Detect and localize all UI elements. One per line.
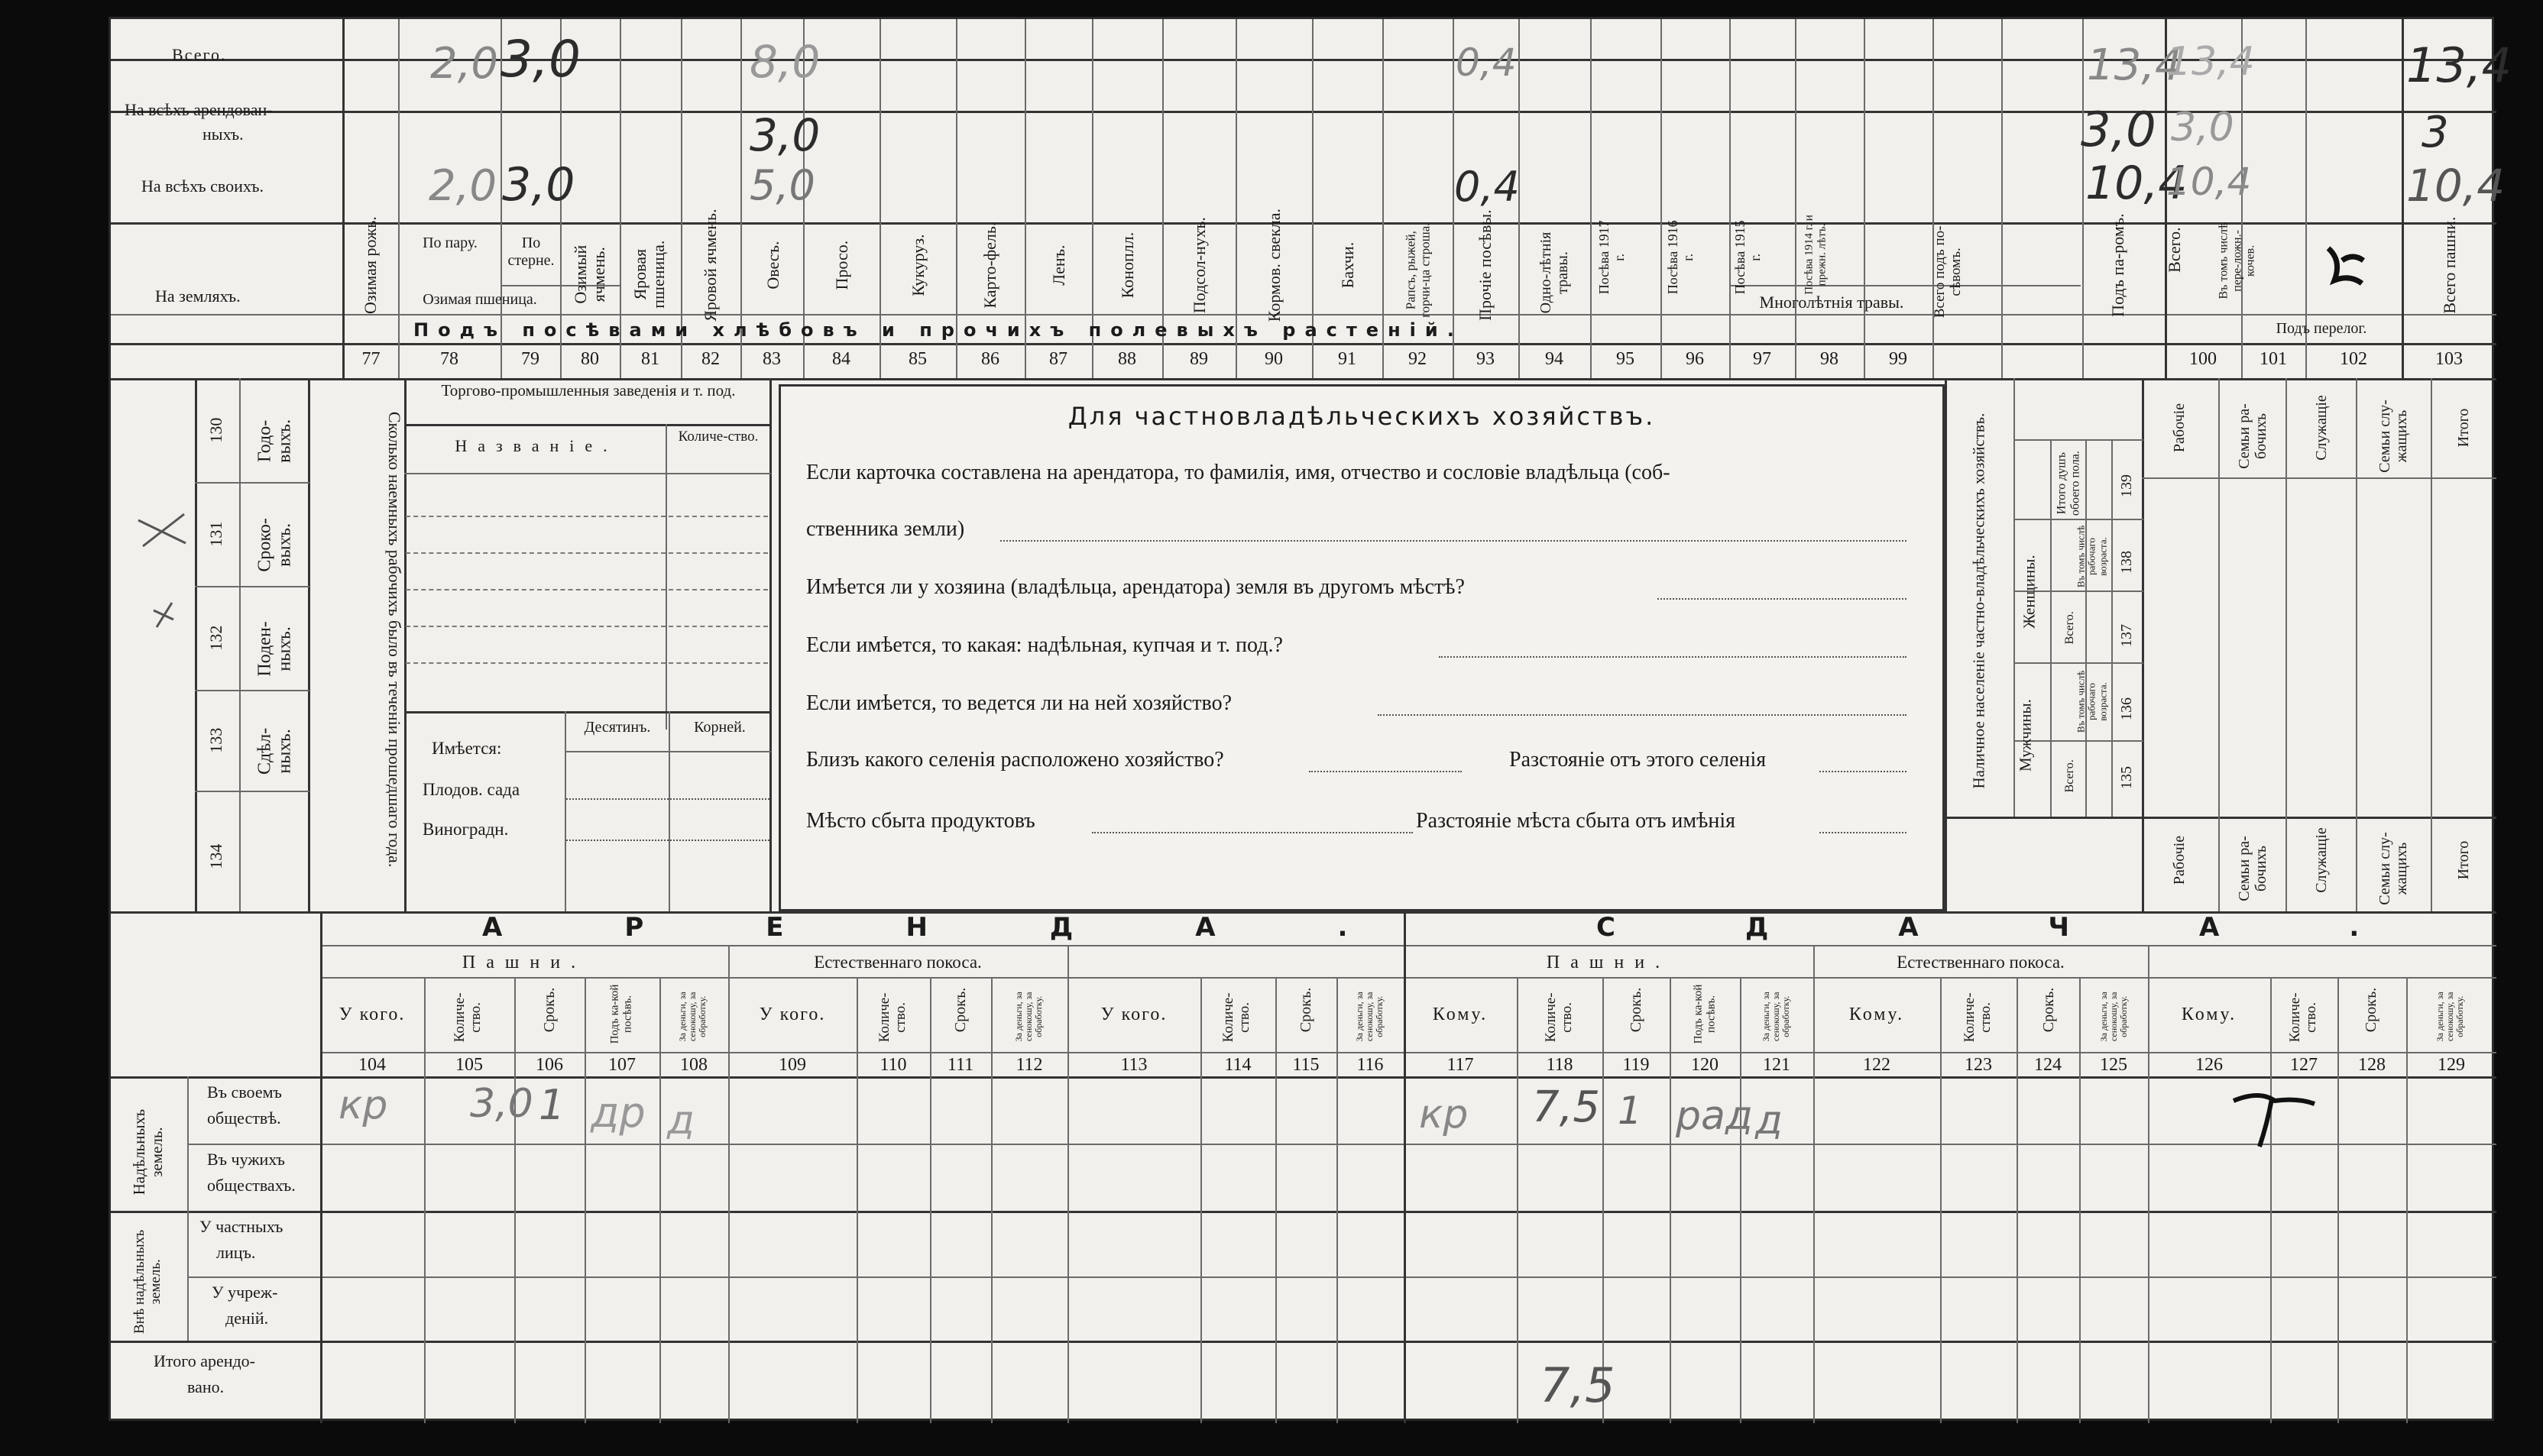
h-komu-2: Кому.: [1848, 1005, 1905, 1024]
box-q5: Близъ какого селенія расположено хозяйство?: [806, 748, 1224, 772]
h-zadengi-3: За деньги, за сенокошу, за обработку.: [1354, 992, 1385, 1042]
desyatin-col: Десятинъ.: [584, 719, 651, 736]
vne-nadel-label: Внѣ надѣльныхъ земель.: [131, 1229, 164, 1334]
pop-num-138: 138: [2118, 551, 2135, 574]
col-num-103: 103: [2435, 349, 2463, 369]
hw-arend-100: 3,0: [2171, 105, 2234, 150]
pop-num-135: 135: [2118, 766, 2135, 789]
col-label-85: Кукуруз.: [908, 234, 928, 296]
col-label-98: Посѣва 1914 г. и прежн. лѣтъ.: [1803, 215, 1828, 295]
rc-semi-sl-top: Семьи слу-жащихъ: [2376, 400, 2410, 473]
trade-name-col: Названіе.: [455, 436, 618, 455]
col-num-92: 92: [1408, 349, 1427, 369]
workers-label-sdelnyh: Сдѣл-ныхъ.: [254, 727, 295, 775]
hw-svoih-78: 2,0: [429, 161, 497, 211]
col-num-83: 83: [763, 349, 781, 369]
vinograd-label: Виноградн.: [423, 820, 509, 839]
paper-tear-mark: [2229, 1086, 2321, 1154]
b-num-111: 111: [947, 1055, 974, 1075]
col-label-87: Ленъ.: [1048, 244, 1068, 286]
h-u-kogo-3: У кого.: [1100, 1005, 1168, 1024]
col-num-87: 87: [1049, 349, 1067, 369]
h-podposev-1: Подъ ка-кой посѣвъ.: [608, 984, 633, 1044]
hw-b-75: 7,5: [1532, 1082, 1601, 1132]
col-num-101: 101: [2260, 349, 2287, 369]
col-num-96: 96: [1686, 349, 1704, 369]
b-num-121: 121: [1763, 1055, 1790, 1075]
rc-itogo-bot: Итого: [2455, 840, 2472, 880]
b-num-124: 124: [2034, 1055, 2062, 1075]
row-label-arend-1: На всѣхъ арендован-: [125, 100, 273, 119]
col-num-95: 95: [1616, 349, 1634, 369]
b-num-122: 122: [1863, 1055, 1890, 1075]
hw-svoih-99: 10,4: [2085, 157, 2188, 210]
row-u-uchr-1: У учреж-: [212, 1283, 278, 1302]
col-num-100: 100: [2189, 349, 2217, 369]
nalichnoe-label: Наличное населеніе частно-владѣльческихъ хозяйствъ.: [1969, 413, 1988, 789]
hw-arend-82: 3,0: [750, 109, 821, 161]
col-label-93: Прочіе посѣвы.: [1475, 209, 1495, 321]
hw-vsego-103: 13,4: [2406, 37, 2512, 93]
b-num-112: 112: [1016, 1055, 1043, 1075]
rc-semi-rab-top: Семьи ра-бочихъ: [2236, 403, 2269, 469]
col-num-89: 89: [1190, 349, 1208, 369]
hw-svoih-82: 5,0: [750, 161, 815, 209]
row-u-chastnyh-2: лицъ.: [216, 1243, 256, 1262]
h-kol-6: Количе-ство.: [2287, 992, 2319, 1043]
h-srok-1: Срокъ.: [541, 987, 558, 1033]
census-card-sheet: [109, 17, 2512, 1421]
hw-svoih-100: 10,4: [2166, 160, 2252, 204]
col-label-83: Овесъ.: [763, 241, 782, 290]
row-v-chuzhih-1: Въ чужихъ: [207, 1150, 285, 1169]
hw-vsego-91: 0,4: [1456, 40, 1517, 85]
plodov-sada-label: Плодов. сада: [423, 780, 520, 799]
box-q1a: Если карточка составлена на арендатора, то фамилія, имя, отчество и сословіе владѣльца (соб-: [806, 461, 1670, 484]
col-num-91: 91: [1338, 349, 1356, 369]
hw-svoih-103: 10,4: [2406, 160, 2506, 212]
row-label-na-zemlyah: На земляхъ.: [155, 286, 241, 306]
hw-vsego-82: 8,0: [750, 36, 821, 88]
h-komu-3: Кому.: [2181, 1005, 2237, 1024]
hw-b-kr2: кр: [1419, 1092, 1469, 1137]
paper-tear-mark-top: [2319, 238, 2380, 306]
rc-itogo-top: Итого: [2455, 408, 2472, 448]
hw-b-one2: 1: [1618, 1089, 1642, 1133]
col-label-97: Посѣва 1915 г.: [1732, 220, 1763, 295]
b-num-110: 110: [880, 1055, 907, 1075]
row-itogo-1: Итого арендо-: [154, 1351, 256, 1370]
trade-title: Торгово-промышленныя заведенія и т. под.: [441, 381, 736, 400]
hw-b-30: 3,0: [470, 1081, 533, 1127]
h-srok-2: Срокъ.: [952, 987, 969, 1033]
col-num-97: 97: [1753, 349, 1771, 369]
b-num-120: 120: [1691, 1055, 1719, 1075]
h-zadengi-5: За деньги, за сенокошу, за обработку.: [2098, 992, 2130, 1042]
col-num-81: 81: [641, 349, 659, 369]
hw-vsego-78: 2,0: [430, 39, 499, 89]
h-u-kogo-2: У кого.: [759, 1005, 826, 1024]
hw-vsego-100: 13,4: [2166, 39, 2255, 85]
arenda-pokos: Естественнаго покоса.: [814, 953, 982, 972]
box-title: Для частновладѣльческихъ хозяйствъ.: [1067, 402, 1656, 431]
muzhchiny-label: Мужчины.: [2016, 699, 2035, 772]
col-label-95: Посѣва 1917 г.: [1596, 220, 1627, 295]
nadelnyh-label: Надѣльныхъ земель.: [129, 1108, 166, 1196]
arenda-banner: АРЕНДА.: [482, 912, 1470, 943]
mnogoletnie-travy: Многолѣтнія травы.: [1759, 293, 1904, 312]
hw-b-rad: рад: [1676, 1093, 1753, 1139]
zhenshchiny-label: Женщины.: [2020, 555, 2039, 629]
pod-posevami-banner: Подъ посѣвами хлѣбовъ и прочихъ полевыхъ растеній.: [413, 319, 1463, 341]
col-num-82: 82: [701, 349, 720, 369]
col-num-88: 88: [1118, 349, 1136, 369]
b-num-126: 126: [2195, 1055, 2223, 1075]
col-num-85: 85: [909, 349, 927, 369]
h-kol-2: Количе-ство.: [876, 992, 909, 1043]
b-num-108: 108: [680, 1055, 708, 1075]
col-label-94: Одно-лѣтнія травы.: [1537, 231, 1571, 314]
h-komu-1: Кому.: [1432, 1005, 1489, 1024]
h-zadengi-6: За деньги, за сенокошу, за обработку.: [2434, 992, 2466, 1042]
col-label-84: Просо.: [831, 240, 851, 290]
col-label-102: Въ томъ числѣ пере-ложн.-кочев.: [2217, 222, 2257, 299]
box-q4: Если имѣется, то ведется ли на ней хозяйство?: [806, 691, 1232, 715]
b-num-109: 109: [779, 1055, 806, 1075]
h-zadengi-4: За деньги, за сенокошу, за обработку.: [1761, 992, 1792, 1042]
sdacha-pokos: Естественнаго покоса.: [1897, 953, 2065, 972]
b-num-119: 119: [1622, 1055, 1650, 1075]
hw-svoih-91: 0,4: [1454, 163, 1520, 211]
row-itogo-2: вано.: [187, 1377, 225, 1396]
row-u-uchr-2: деній.: [225, 1309, 269, 1328]
h-zadengi-2: За деньги, за сенокошу, за обработку.: [1013, 992, 1045, 1042]
pop-num-137: 137: [2118, 624, 2135, 647]
sdacha-banner: СДАЧА.: [1596, 912, 2490, 943]
rc-semi-rab-bot: Семьи ра-бочихъ: [2236, 836, 2269, 901]
col-num-84: 84: [832, 349, 850, 369]
col-label-100: Подъ па-ромъ.: [2107, 213, 2127, 317]
col-label-81: Яровая пшеница.: [630, 240, 668, 309]
rc-rabochie-bot: Рабочіе: [2171, 835, 2188, 885]
b-num-129: 129: [2438, 1055, 2465, 1075]
h-srok-5: Срокъ.: [2040, 987, 2057, 1033]
trade-qty-col: Количе-ство.: [678, 429, 759, 445]
handwritten-x-marks: [131, 505, 195, 635]
col-label-92: Рапсъ, рыжей, горчи-ца строша.: [1403, 222, 1432, 318]
pop-vsego-f: Всего.: [2063, 611, 2077, 645]
b-num-125: 125: [2100, 1055, 2127, 1075]
workers-label-podennyh: Поден-ныхъ.: [254, 621, 295, 677]
col-num-90: 90: [1265, 349, 1283, 369]
itogo-dush-label: Итого душъ обоего пола.: [2055, 451, 2081, 516]
h-kol-4: Количе-ство.: [1543, 992, 1575, 1043]
b-num-128: 128: [2358, 1055, 2386, 1075]
b-num-115: 115: [1292, 1055, 1320, 1075]
pop-num-139: 139: [2118, 474, 2135, 497]
hw-b-d2: д: [1755, 1098, 1783, 1144]
box-q2: Имѣется ли у хозяина (владѣльца, арендатора) земля въ другомъ мѣстѣ?: [806, 575, 1465, 599]
box-q6b: Разстояніе мѣста сбыта отъ имѣнія: [1416, 809, 1735, 833]
hw-svoih-79: 3,0: [502, 158, 575, 212]
h-srok-4: Срокъ.: [1628, 987, 1644, 1033]
b-num-116: 116: [1356, 1055, 1384, 1075]
b-num-106: 106: [536, 1055, 563, 1075]
arenda-pashni: Пашни.: [462, 953, 587, 972]
h-zadengi-1: За деньги, за сенокошу, за обработку.: [677, 992, 708, 1042]
workers-num-131: 131: [206, 521, 225, 547]
workers-num-132: 132: [206, 625, 225, 651]
col-num-99: 99: [1889, 349, 1907, 369]
h-kol-3: Количе-ство.: [1220, 992, 1252, 1043]
b-num-127: 127: [2290, 1055, 2318, 1075]
col-num-78: 78: [440, 349, 458, 369]
skolko-label: Сколько наемныхъ рабочихъ было въ теченіи прошедшаго года.: [385, 411, 405, 868]
col-label-101: Всего.: [2164, 227, 2184, 273]
h-podposev-2: Подъ ка-кой посѣвъ.: [1692, 984, 1717, 1044]
h-srok-3: Срокъ.: [1297, 987, 1314, 1033]
row-label-vsego: Всего.: [172, 45, 227, 64]
b-num-113: 113: [1120, 1055, 1148, 1075]
h-kol-5: Количе-ство.: [1962, 992, 1994, 1043]
workers-label-godovyh: Годо-выхъ.: [254, 419, 295, 463]
row-v-chuzhih-2: обществахъ.: [207, 1176, 296, 1195]
korney-col: Корней.: [694, 719, 746, 736]
rc-sluzh-top: Служащіе: [2313, 395, 2330, 461]
col-label-90: Кормов. свекла.: [1264, 208, 1284, 322]
col-num-93: 93: [1476, 349, 1495, 369]
col-label-96: Посѣва 1916 г.: [1665, 220, 1696, 295]
col-label-89: Подсол-нухъ.: [1189, 217, 1209, 314]
col-label-78: По пару.: [423, 235, 478, 251]
h-u-kogo-1: У кого.: [339, 1005, 406, 1024]
pop-vtom-f: Въ томъ числѣ рабочаго возраста.: [2075, 525, 2109, 588]
col-label-88: Коноплл.: [1117, 231, 1137, 299]
b-num-123: 123: [1965, 1055, 1992, 1075]
hw-arend-103: 3: [2422, 108, 2449, 157]
col-label-99: Всего подъ по-сѣвомъ.: [1932, 225, 1964, 319]
hw-b-d1: д: [667, 1098, 695, 1144]
col-num-86: 86: [981, 349, 999, 369]
rc-rabochie-top: Рабочіе: [2171, 403, 2188, 453]
col-label-77: Озимая рожь.: [360, 216, 380, 314]
col-label-82: Яровой ячмень.: [700, 209, 720, 322]
b-num-118: 118: [1546, 1055, 1573, 1075]
b-num-114: 114: [1224, 1055, 1252, 1075]
col-label-86: Карто-фель.: [980, 222, 999, 309]
row-u-chastnyh-1: У частныхъ: [199, 1217, 283, 1236]
imeetsya-label: Имѣется:: [432, 739, 502, 758]
sdacha-pashni: Пашни.: [1546, 953, 1671, 972]
b-num-107: 107: [608, 1055, 636, 1075]
rc-sluzh-bot: Служащіе: [2313, 827, 2330, 893]
hw-b-itogo-75: 7,5: [1540, 1357, 1615, 1413]
h-kol-1: Количе-ство.: [452, 992, 484, 1043]
col-num-77: 77: [361, 349, 381, 369]
row-label-arend-2: ныхъ.: [202, 125, 244, 144]
b-num-117: 117: [1446, 1055, 1474, 1075]
col-num-102: 102: [2340, 349, 2367, 369]
col-num-94: 94: [1545, 349, 1563, 369]
b-num-105: 105: [455, 1055, 483, 1075]
pop-vtom-m: Въ томъ числѣ рабочаго возраста.: [2075, 670, 2109, 733]
workers-label-srokovyh: Сроко-выхъ.: [254, 518, 295, 572]
col-num-79: 79: [521, 349, 539, 369]
b-num-104: 104: [358, 1055, 386, 1075]
col-label-80: Озимый ячмень.: [570, 244, 608, 304]
rc-semi-sl-bot: Семьи слу-жащихъ: [2376, 832, 2410, 905]
hw-vsego-99: 13,4: [2087, 40, 2182, 90]
col-label-91: Бахчи.: [1337, 241, 1357, 289]
workers-num-133: 133: [206, 727, 225, 753]
col-num-80: 80: [581, 349, 599, 369]
hw-b-dr: др: [591, 1089, 646, 1137]
h-srok-6: Срокъ.: [2363, 987, 2379, 1033]
pop-vsego-m: Всего.: [2063, 759, 2077, 793]
hw-arend-99: 3,0: [2081, 102, 2156, 157]
col-num-98: 98: [1820, 349, 1838, 369]
box-q6: Мѣсто сбыта продуктовъ: [806, 809, 1035, 833]
ozimaya-pshenica: Озимая пшеница.: [423, 291, 537, 308]
hw-b-kr1: кр: [339, 1082, 388, 1128]
row-v-svoem-1: Въ своемъ: [207, 1082, 282, 1102]
hw-b-1: 1: [539, 1081, 565, 1129]
col-label-103: Всего пашни.: [2439, 216, 2459, 314]
box-q1b: ственника земли): [806, 517, 965, 541]
box-q5b: Разстояніе отъ этого селенія: [1509, 748, 1767, 772]
pop-num-136: 136: [2118, 697, 2135, 720]
row-label-svoih: На всѣхъ своихъ.: [141, 176, 264, 196]
pod-perelog: Подъ перелог.: [2276, 320, 2367, 337]
col-label-79: По стерне.: [507, 235, 555, 269]
box-q3: Если имѣется, то какая: надѣльная, купчая и т. под.?: [806, 633, 1283, 657]
workers-num-134: 134: [206, 843, 225, 869]
hw-vsego-79: 3,0: [501, 30, 581, 89]
workers-num-130: 130: [206, 417, 225, 443]
row-v-svoem-2: обществѣ.: [207, 1108, 281, 1128]
